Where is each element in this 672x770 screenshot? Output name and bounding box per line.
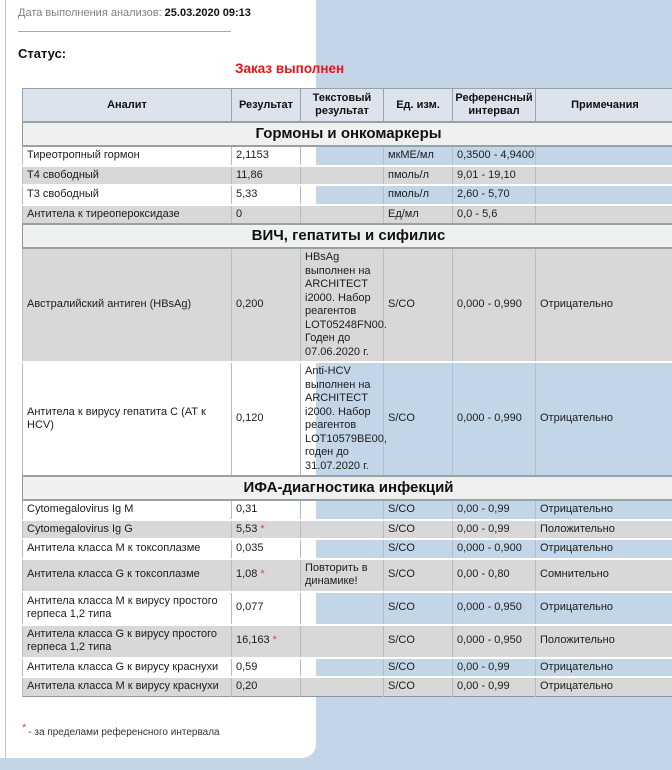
reference-cell: 0,0 - 5,6 bbox=[453, 205, 536, 225]
footnote bbox=[22, 722, 220, 738]
result-row bbox=[23, 625, 672, 658]
section-title: ВИЧ, гепатиты и сифилис bbox=[23, 224, 672, 248]
table-header-row bbox=[23, 89, 672, 123]
result-cell bbox=[232, 559, 301, 592]
analyte-cell: Антитела класса G к токсоплазме bbox=[23, 559, 232, 592]
note-cell: Отрицательно bbox=[536, 500, 672, 520]
result-cell bbox=[232, 520, 301, 540]
reference-cell: 9,01 - 19,10 bbox=[453, 166, 536, 186]
section-row bbox=[23, 122, 672, 146]
reference-cell: 0,000 - 0,990 bbox=[453, 362, 536, 476]
order-status-text: Заказ выполнен bbox=[235, 61, 345, 76]
result-value: 2,1153 bbox=[236, 149, 269, 161]
result-cell bbox=[232, 248, 301, 362]
result-cell bbox=[232, 146, 301, 166]
analyte-cell: Антитела к вирусу гепатита С (АТ к HCV) bbox=[23, 362, 232, 476]
unit-cell: S/CO bbox=[384, 248, 453, 362]
result-row bbox=[23, 500, 672, 520]
text-result-cell bbox=[301, 166, 384, 186]
result-row bbox=[23, 248, 672, 362]
text-result-cell: Повторить в динамике! bbox=[301, 559, 384, 592]
result-row bbox=[23, 166, 672, 186]
col-header-3: Ед. изм. bbox=[384, 89, 453, 123]
unit-cell: Ед/мл bbox=[384, 205, 453, 225]
note-cell bbox=[536, 166, 672, 186]
result-cell bbox=[232, 185, 301, 205]
reference-cell: 0,000 - 0,950 bbox=[453, 592, 536, 625]
results-table-head bbox=[23, 89, 672, 123]
unit-cell: S/CO bbox=[384, 539, 453, 559]
note-cell: Отрицательно bbox=[536, 248, 672, 362]
note-cell: Отрицательно bbox=[536, 658, 672, 678]
result-row bbox=[23, 205, 672, 225]
analyte-cell: Антитела к тиреопероксидазе bbox=[23, 205, 232, 225]
analyte-cell: Т4 свободный bbox=[23, 166, 232, 186]
result-value: 0,20 bbox=[236, 680, 258, 692]
reference-cell: 0,000 - 0,990 bbox=[453, 248, 536, 362]
page-left-border-line bbox=[5, 0, 6, 758]
result-row bbox=[23, 539, 672, 559]
unit-cell: S/CO bbox=[384, 625, 453, 658]
result-cell bbox=[232, 625, 301, 658]
analysis-date-value: 25.03.2020 09:13 bbox=[164, 7, 251, 19]
results-table bbox=[22, 88, 672, 697]
section-row bbox=[23, 224, 672, 248]
result-value: 0,035 bbox=[236, 542, 264, 554]
analysis-date-row bbox=[18, 7, 251, 19]
text-result-cell bbox=[301, 500, 384, 520]
col-header-4: Референсный интервал bbox=[453, 89, 536, 123]
result-row bbox=[23, 658, 672, 678]
result-value: 5,33 bbox=[236, 188, 258, 200]
out-of-range-flag: * bbox=[260, 522, 265, 535]
text-result-cell: HBsAg выполнен на ARCHITECT i2000. Набор реагентов LOT05248FN00. Годен до 07.06.2020 г. bbox=[301, 248, 384, 362]
reference-cell: 0,3500 - 4,9400 bbox=[453, 146, 536, 166]
result-row bbox=[23, 677, 672, 696]
note-cell bbox=[536, 205, 672, 225]
col-header-5: Примечания bbox=[536, 89, 672, 123]
col-header-1: Результат bbox=[232, 89, 301, 123]
result-cell bbox=[232, 166, 301, 186]
result-row bbox=[23, 146, 672, 166]
reference-cell: 0,00 - 0,99 bbox=[453, 500, 536, 520]
text-result-cell bbox=[301, 677, 384, 696]
results-table-body bbox=[23, 122, 672, 696]
result-cell bbox=[232, 658, 301, 678]
result-cell bbox=[232, 677, 301, 696]
section-title: ИФА-диагностика инфекций bbox=[23, 476, 672, 500]
unit-cell: S/CO bbox=[384, 559, 453, 592]
text-result-cell bbox=[301, 658, 384, 678]
note-cell: Положительно bbox=[536, 520, 672, 540]
text-result-cell bbox=[301, 185, 384, 205]
reference-cell: 0,00 - 0,99 bbox=[453, 658, 536, 678]
out-of-range-flag: * bbox=[260, 568, 265, 581]
unit-cell: пмоль/л bbox=[384, 185, 453, 205]
result-row bbox=[23, 520, 672, 540]
analyte-cell: Cytomegalovirus Ig G bbox=[23, 520, 232, 540]
result-value: 0,31 bbox=[236, 503, 258, 515]
result-value: 0,077 bbox=[236, 601, 264, 614]
analyte-cell: Антитела класса М к вирусу краснухи bbox=[23, 677, 232, 696]
footnote-text: - за пределами референсного интервала bbox=[28, 727, 220, 738]
note-cell: Положительно bbox=[536, 625, 672, 658]
reference-cell: 0,00 - 0,80 bbox=[453, 559, 536, 592]
col-header-2: Текстовый результат bbox=[301, 89, 384, 123]
note-cell bbox=[536, 146, 672, 166]
result-cell bbox=[232, 362, 301, 476]
analyte-cell: Cytomegalovirus Ig M bbox=[23, 500, 232, 520]
result-cell bbox=[232, 205, 301, 225]
result-value: 5,53 bbox=[236, 522, 258, 535]
analyte-cell: Антитела класса М к токсоплазме bbox=[23, 539, 232, 559]
result-row bbox=[23, 362, 672, 476]
result-value: 0 bbox=[236, 207, 243, 220]
text-result-cell bbox=[301, 539, 384, 559]
divider-line bbox=[18, 31, 231, 32]
result-value: 0,200 bbox=[236, 298, 264, 311]
section-row bbox=[23, 476, 672, 500]
unit-cell: S/CO bbox=[384, 677, 453, 696]
result-row bbox=[23, 185, 672, 205]
result-row bbox=[23, 592, 672, 625]
result-row bbox=[23, 559, 672, 592]
text-result-cell bbox=[301, 520, 384, 540]
analyte-cell: Антитела класса G к вирусу простого герпеса 1,2 типа bbox=[23, 625, 232, 658]
result-value: 1,08 bbox=[236, 568, 258, 581]
reference-cell: 0,000 - 0,900 bbox=[453, 539, 536, 559]
note-cell: Отрицательно bbox=[536, 677, 672, 696]
result-value: 11,86 bbox=[236, 168, 263, 181]
note-cell: Сомнительно bbox=[536, 559, 672, 592]
out-of-range-flag: * bbox=[272, 634, 277, 647]
text-result-cell bbox=[301, 146, 384, 166]
text-result-cell: Anti-HCV выполнен на ARCHITECT i2000. Набор реагентов LOT10579BE00, годен до 31.07.2020 г. bbox=[301, 362, 384, 476]
result-cell bbox=[232, 539, 301, 559]
unit-cell: пмоль/л bbox=[384, 166, 453, 186]
note-cell bbox=[536, 185, 672, 205]
analyte-cell: Антитела класса G к вирусу краснухи bbox=[23, 658, 232, 678]
section-title: Гормоны и онкомаркеры bbox=[23, 122, 672, 146]
unit-cell: S/CO bbox=[384, 658, 453, 678]
analyte-cell: Антитела класса М к вирусу простого герпеса 1,2 типа bbox=[23, 592, 232, 625]
result-cell bbox=[232, 592, 301, 625]
reference-cell: 0,00 - 0,99 bbox=[453, 520, 536, 540]
reference-cell: 0,00 - 0,99 bbox=[453, 677, 536, 696]
text-result-cell bbox=[301, 625, 384, 658]
analyte-cell: Тиреотропный гормон bbox=[23, 146, 232, 166]
note-cell: Отрицательно bbox=[536, 592, 672, 625]
col-header-0: Аналит bbox=[23, 89, 232, 123]
text-result-cell bbox=[301, 592, 384, 625]
reference-cell: 0,000 - 0,950 bbox=[453, 625, 536, 658]
analyte-cell: Т3 свободный bbox=[23, 185, 232, 205]
result-value: 16,163 bbox=[236, 634, 270, 647]
analyte-cell: Австралийский антиген (HBsAg) bbox=[23, 248, 232, 362]
analysis-date-label: Дата выполнения анализов: bbox=[18, 7, 162, 19]
unit-cell: S/CO bbox=[384, 592, 453, 625]
unit-cell: мкМЕ/мл bbox=[384, 146, 453, 166]
result-cell bbox=[232, 500, 301, 520]
note-cell: Отрицательно bbox=[536, 362, 672, 476]
text-result-cell bbox=[301, 205, 384, 225]
note-cell: Отрицательно bbox=[536, 539, 672, 559]
unit-cell: S/CO bbox=[384, 362, 453, 476]
unit-cell: S/CO bbox=[384, 500, 453, 520]
result-value: 0,59 bbox=[236, 660, 258, 673]
footnote-asterisk: * bbox=[22, 722, 27, 734]
status-label: Статус: bbox=[18, 46, 67, 61]
unit-cell: S/CO bbox=[384, 520, 453, 540]
reference-cell: 2,60 - 5,70 bbox=[453, 185, 536, 205]
result-value: 0,120 bbox=[236, 412, 264, 425]
